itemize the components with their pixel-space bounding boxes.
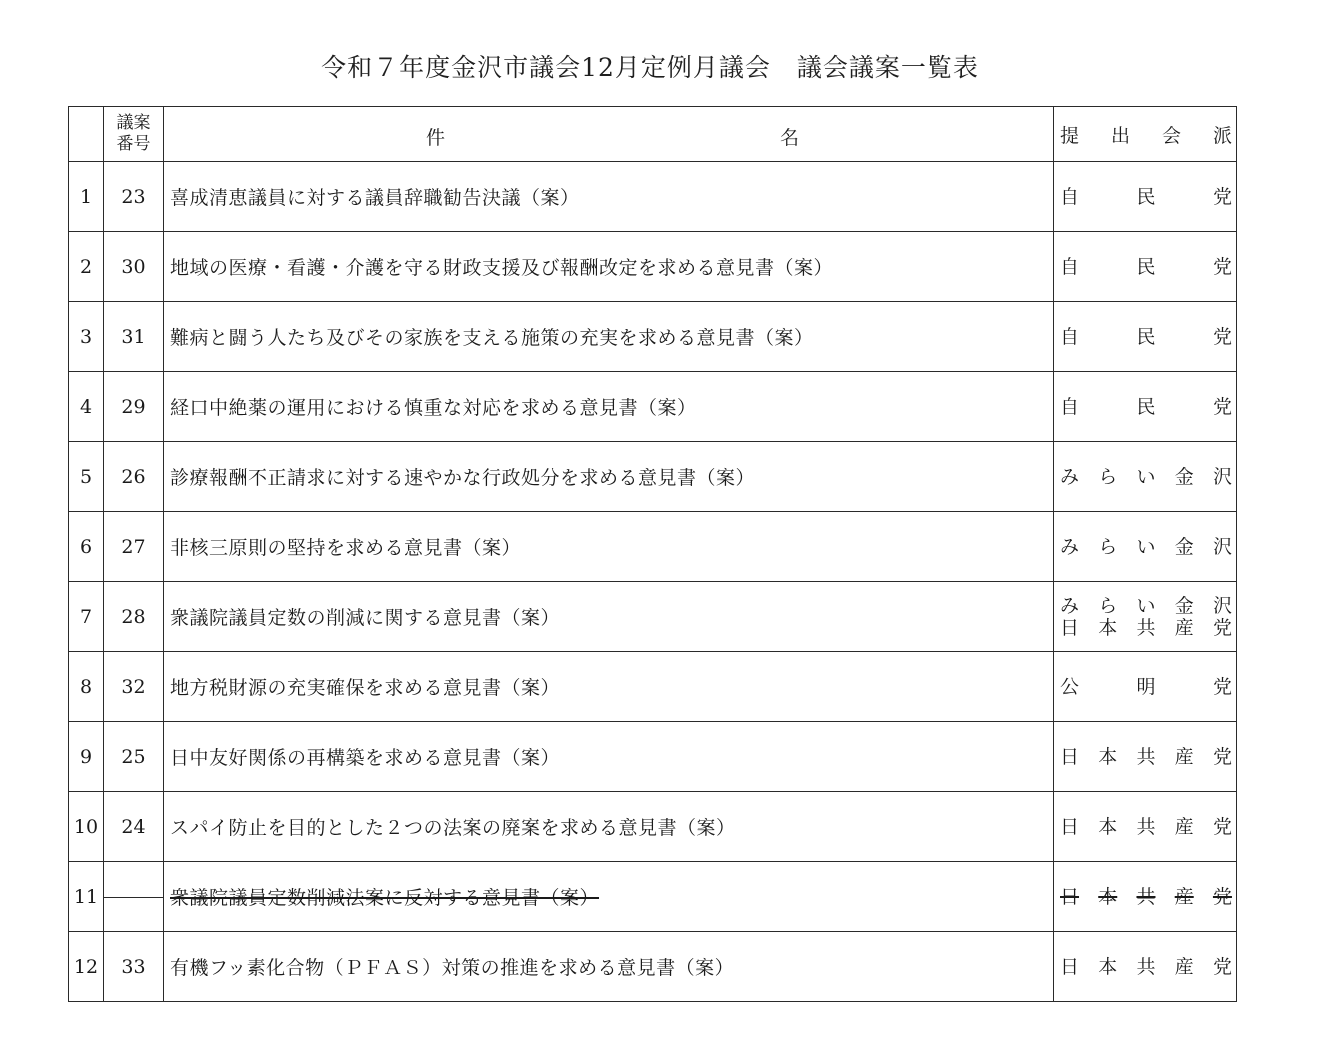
row-index: 5 bbox=[69, 442, 104, 512]
party-char: 日 bbox=[1060, 955, 1080, 978]
bill-name: 非核三原則の堅持を求める意見書（案） bbox=[170, 537, 522, 559]
table-row bbox=[69, 722, 1237, 792]
bill-name-cell bbox=[164, 792, 1054, 862]
party-char: 日 bbox=[1060, 745, 1080, 768]
row-index: 12 bbox=[69, 932, 104, 1002]
bill-name: 地域の医療・看護・介護を守る財政支援及び報酬改定を求める意見書（案） bbox=[170, 257, 834, 279]
submitting-party bbox=[1060, 326, 1232, 348]
row-index: 8 bbox=[69, 652, 104, 722]
party-char: み bbox=[1060, 594, 1080, 617]
party-char: 沢 bbox=[1212, 465, 1232, 488]
party-header-char: 出 bbox=[1110, 124, 1130, 147]
bill-name: 診療報酬不正請求に対する速やかな行政処分を求める意見書（案） bbox=[170, 467, 756, 489]
row-index: 11 bbox=[69, 862, 104, 932]
party-char: 共 bbox=[1136, 815, 1156, 838]
party-char: 金 bbox=[1174, 535, 1194, 558]
party-char: 本 bbox=[1098, 885, 1118, 908]
table-row bbox=[69, 652, 1237, 722]
party-char: 共 bbox=[1136, 616, 1156, 639]
bill-name: 経口中絶薬の運用における慎重な対応を求める意見書（案） bbox=[170, 397, 697, 419]
party-char: 本 bbox=[1098, 745, 1118, 768]
bill-number: 32 bbox=[104, 652, 164, 722]
submitting-party bbox=[1060, 617, 1232, 639]
party-char: 産 bbox=[1174, 955, 1194, 978]
submitting-party-cell bbox=[1054, 512, 1237, 582]
bill-name-cell bbox=[164, 862, 1054, 932]
row-index: 1 bbox=[69, 162, 104, 232]
party-char: い bbox=[1136, 535, 1156, 558]
party-char: ら bbox=[1098, 594, 1118, 617]
index-column-header bbox=[69, 107, 104, 162]
submitting-party-cell bbox=[1054, 652, 1237, 722]
submitting-party bbox=[1060, 536, 1232, 558]
bill-number: 33 bbox=[104, 932, 164, 1002]
party-char: 党 bbox=[1212, 675, 1232, 698]
party-char: 民 bbox=[1136, 325, 1156, 348]
party-char: み bbox=[1060, 465, 1080, 488]
submitting-party bbox=[1060, 396, 1232, 418]
party-char: み bbox=[1060, 535, 1080, 558]
party-char: 党 bbox=[1212, 395, 1232, 418]
bill-name-cell bbox=[164, 442, 1054, 512]
party-char: 産 bbox=[1174, 885, 1194, 908]
row-index: 6 bbox=[69, 512, 104, 582]
bill-number: 29 bbox=[104, 372, 164, 442]
submitting-party-cell bbox=[1054, 792, 1237, 862]
bill-name: 難病と闘う人たち及びその家族を支える施策の充実を求める意見書（案） bbox=[170, 327, 814, 349]
party-char: い bbox=[1136, 594, 1156, 617]
party-char: 民 bbox=[1136, 185, 1156, 208]
bill-number: 31 bbox=[104, 302, 164, 372]
bill-number-header-line1: 議案 bbox=[116, 113, 151, 133]
party-char: 産 bbox=[1174, 745, 1194, 768]
party-char: 党 bbox=[1212, 255, 1232, 278]
party-header-char: 会 bbox=[1161, 124, 1181, 147]
party-char: 共 bbox=[1136, 745, 1156, 768]
bill-name-column-header bbox=[164, 107, 1054, 162]
submitting-party-cell bbox=[1054, 862, 1237, 932]
bill-number bbox=[104, 862, 164, 932]
submitting-party-cell bbox=[1054, 932, 1237, 1002]
table-row bbox=[69, 442, 1237, 512]
table-row bbox=[69, 792, 1237, 862]
bill-name: 衆議院議員定数の削減に関する意見書（案） bbox=[170, 607, 561, 629]
page-title: 令和７年度金沢市議会12月定例月議会 議会議案一覧表 bbox=[321, 53, 979, 82]
row-index: 3 bbox=[69, 302, 104, 372]
table-header-row bbox=[69, 107, 1237, 162]
submitting-party-cell bbox=[1054, 162, 1237, 232]
submitting-party-cell bbox=[1054, 372, 1237, 442]
table-row bbox=[69, 862, 1237, 932]
party-char: 日 bbox=[1060, 815, 1080, 838]
table-row bbox=[69, 162, 1237, 232]
bill-name: 喜成清恵議員に対する議員辞職勧告決議（案） bbox=[170, 187, 580, 209]
submitting-party bbox=[1060, 186, 1232, 208]
party-char: 沢 bbox=[1212, 594, 1232, 617]
submitting-party bbox=[1060, 746, 1232, 768]
party-char: 党 bbox=[1212, 885, 1232, 908]
party-char: 自 bbox=[1060, 255, 1080, 278]
submitting-party-cell bbox=[1054, 582, 1237, 652]
bill-number-header-line2: 番号 bbox=[116, 134, 151, 154]
bill-name: スパイ防止を目的とした２つの法案の廃案を求める意見書（案） bbox=[170, 817, 736, 839]
submitting-party bbox=[1060, 595, 1232, 617]
bill-number: 30 bbox=[104, 232, 164, 302]
party-char: 党 bbox=[1212, 815, 1232, 838]
table-row bbox=[69, 232, 1237, 302]
submitting-party-cell bbox=[1054, 722, 1237, 792]
submitting-party bbox=[1060, 256, 1232, 278]
row-index: 7 bbox=[69, 582, 104, 652]
party-char: 沢 bbox=[1212, 535, 1232, 558]
table-row bbox=[69, 932, 1237, 1002]
bill-name: 地方税財源の充実確保を求める意見書（案） bbox=[170, 677, 561, 699]
submitting-party bbox=[1060, 886, 1232, 908]
submitting-party-cell bbox=[1054, 302, 1237, 372]
submitting-party-column-header bbox=[1054, 107, 1237, 162]
party-char: 共 bbox=[1136, 955, 1156, 978]
party-char: ら bbox=[1098, 535, 1118, 558]
party-char: 金 bbox=[1174, 465, 1194, 488]
bill-name-cell bbox=[164, 302, 1054, 372]
party-char: 本 bbox=[1098, 616, 1118, 639]
party-char: 産 bbox=[1174, 616, 1194, 639]
party-char: 党 bbox=[1212, 185, 1232, 208]
table-row bbox=[69, 582, 1237, 652]
table-row bbox=[69, 512, 1237, 582]
bill-name-cell bbox=[164, 652, 1054, 722]
bill-number: 23 bbox=[104, 162, 164, 232]
party-char: 金 bbox=[1174, 594, 1194, 617]
submitting-party bbox=[1060, 466, 1232, 488]
bill-number: 28 bbox=[104, 582, 164, 652]
bill-number: 24 bbox=[104, 792, 164, 862]
party-char: 民 bbox=[1136, 395, 1156, 418]
submitting-party-cell bbox=[1054, 232, 1237, 302]
submitting-party bbox=[1060, 956, 1232, 978]
bill-name: 日中友好関係の再構築を求める意見書（案） bbox=[170, 747, 561, 769]
bill-name-cell bbox=[164, 372, 1054, 442]
submitting-party bbox=[1060, 676, 1232, 698]
party-char: 党 bbox=[1212, 955, 1232, 978]
bill-name: 有機フッ素化合物（ＰＦＡＳ）対策の推進を求める意見書（案） bbox=[170, 957, 735, 979]
party-char: 自 bbox=[1060, 185, 1080, 208]
party-char: い bbox=[1136, 465, 1156, 488]
row-index: 4 bbox=[69, 372, 104, 442]
table-row bbox=[69, 372, 1237, 442]
party-char: 共 bbox=[1136, 885, 1156, 908]
party-char: 民 bbox=[1136, 255, 1156, 278]
party-char: 党 bbox=[1212, 325, 1232, 348]
bill-number: 27 bbox=[104, 512, 164, 582]
row-index: 2 bbox=[69, 232, 104, 302]
bill-name-cell bbox=[164, 512, 1054, 582]
table-row bbox=[69, 302, 1237, 372]
party-char: 日 bbox=[1060, 616, 1080, 639]
party-char: 公 bbox=[1060, 675, 1080, 698]
bill-name-header-char1: 件 bbox=[426, 127, 446, 149]
bill-name-cell bbox=[164, 722, 1054, 792]
party-char: 本 bbox=[1098, 955, 1118, 978]
bill-number: 26 bbox=[104, 442, 164, 512]
party-char: 自 bbox=[1060, 325, 1080, 348]
bill-name: 衆議院議員定数削減法案に反対する意見書（案） bbox=[170, 887, 600, 909]
table-body bbox=[69, 162, 1237, 1002]
party-char: 明 bbox=[1136, 675, 1156, 698]
party-char: 産 bbox=[1174, 815, 1194, 838]
party-header-char: 提 bbox=[1060, 124, 1080, 147]
bill-name-cell bbox=[164, 162, 1054, 232]
row-index: 9 bbox=[69, 722, 104, 792]
bill-name-header-char2: 名 bbox=[780, 127, 800, 149]
bill-name-cell bbox=[164, 932, 1054, 1002]
bill-number-column-header bbox=[104, 107, 164, 162]
bill-number: 25 bbox=[104, 722, 164, 792]
submitting-party bbox=[1060, 816, 1232, 838]
row-index: 10 bbox=[69, 792, 104, 862]
party-char: ら bbox=[1098, 465, 1118, 488]
party-header-char: 派 bbox=[1212, 124, 1232, 147]
bill-name-cell bbox=[164, 232, 1054, 302]
party-char: 党 bbox=[1212, 616, 1232, 639]
party-char: 本 bbox=[1098, 815, 1118, 838]
party-char: 日 bbox=[1060, 885, 1080, 908]
submitting-party-cell bbox=[1054, 442, 1237, 512]
party-char: 自 bbox=[1060, 395, 1080, 418]
party-char: 党 bbox=[1212, 745, 1232, 768]
bill-list-table bbox=[68, 106, 1237, 1002]
bill-name-cell bbox=[164, 582, 1054, 652]
